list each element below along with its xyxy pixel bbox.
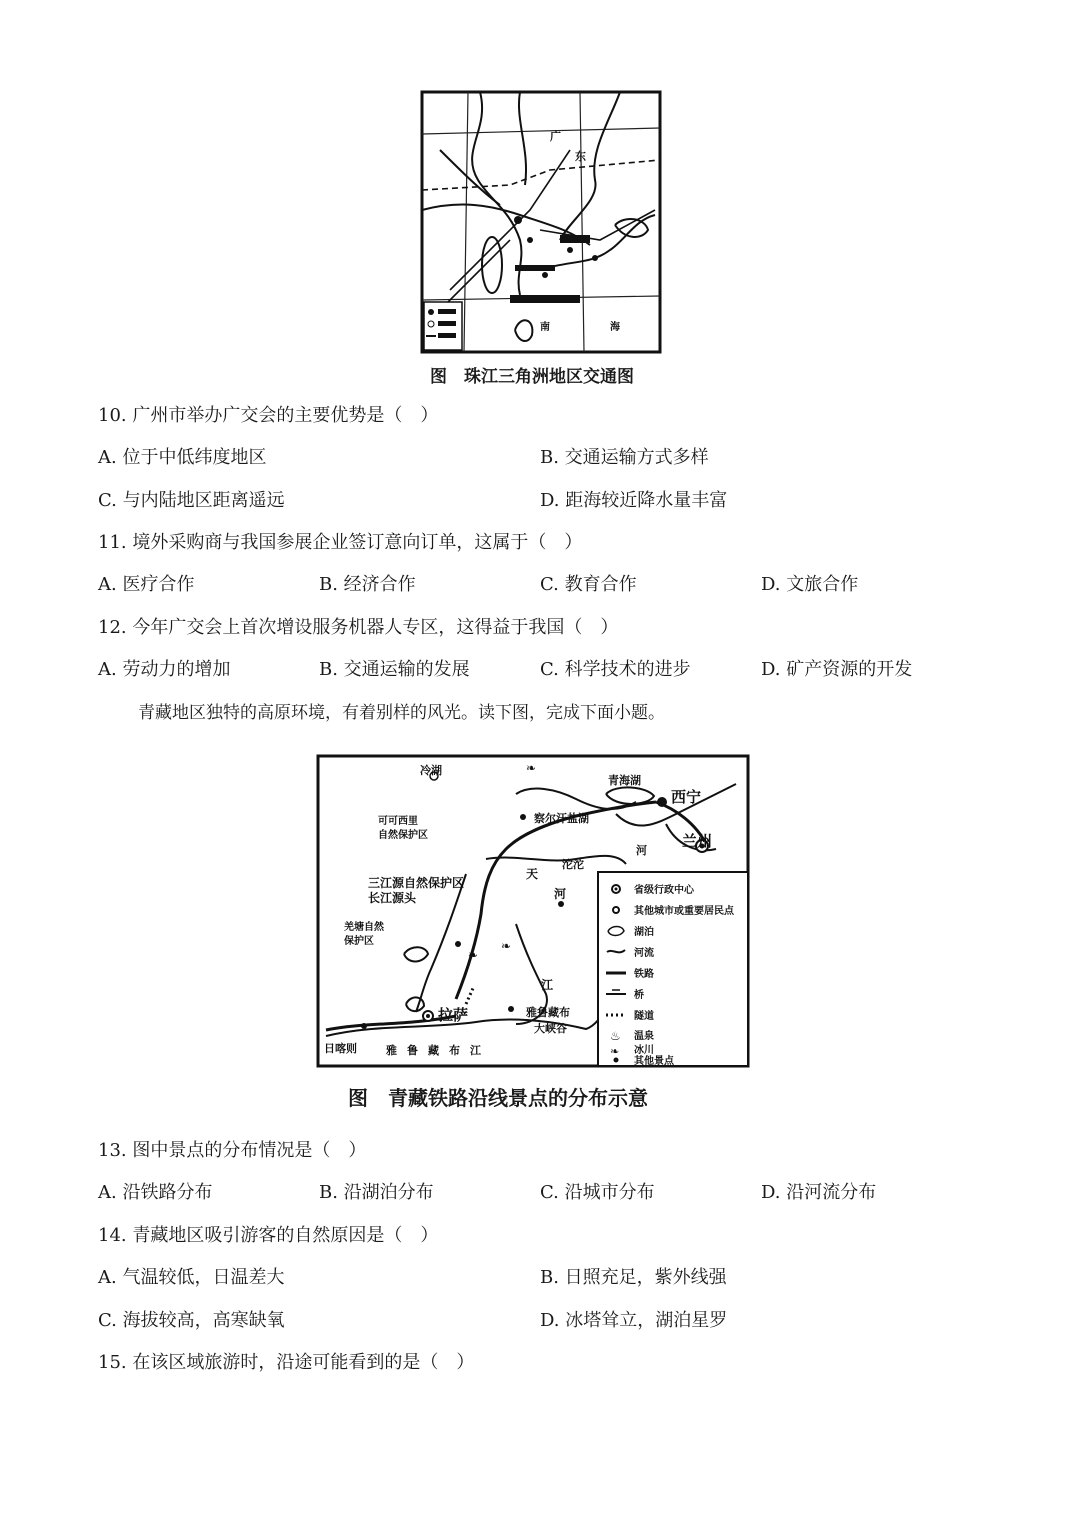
q13-stem: 13. 图中景点的分布情况是（ ） (98, 1140, 367, 1161)
svg-text:❧: ❧ (610, 1045, 620, 1058)
q12-option-d[interactable]: D. 矿产资源的开发 (761, 659, 913, 680)
map2-label-he: 河 (554, 887, 567, 901)
legend-hot-spring: 温泉 (634, 1031, 654, 1042)
q14-option-a[interactable]: A. 气温较低，日温差大 (98, 1267, 285, 1288)
q14-stem: 14. 青藏地区吸引游客的自然原因是（ ） (98, 1225, 439, 1246)
map2-label-rikaze: 日喀则 (324, 1042, 357, 1055)
q13-option-b[interactable]: B. 沿湖泊分布 (319, 1182, 434, 1203)
map2-label-yarlung-river: 雅鲁藏布江 (386, 1044, 491, 1057)
map2-label-qiangtang-2: 保护区 (344, 936, 374, 947)
hot-spring-symbol-icon (610, 1029, 621, 1043)
map2-label-lenghu: 冷湖 (420, 764, 442, 777)
q14-option-b[interactable]: B. 日照充足，紫外线强 (540, 1267, 727, 1288)
map2-label-kekexili-2: 自然保护区 (378, 830, 428, 841)
legend-river: 河流 (634, 948, 654, 959)
map2-label-changjiang-source: 长江源头 (368, 891, 417, 905)
map2-label-tian: 天 (526, 867, 539, 881)
glacier-symbol-icon (610, 1045, 619, 1058)
q11-option-b[interactable]: B. 经济合作 (319, 574, 416, 595)
figure1-caption: 图 珠江三角洲地区交通图 (430, 367, 634, 387)
map2-label-hehuang: 河 (636, 844, 647, 857)
q10-option-b[interactable]: B. 交通运输方式多样 (540, 447, 709, 468)
q15-stem: 15. 在该区域旅游时，沿途可能看到的是（ ） (98, 1352, 475, 1373)
map2-label-qiangtang-1: 羌塘自然 (344, 922, 384, 933)
legend-capital: 省级行政中心 (634, 885, 694, 896)
figure2-caption: 图 青藏铁路沿线景点的分布示意 (348, 1086, 648, 1110)
scenic-spot-symbol-icon (614, 1058, 619, 1063)
q14-option-d[interactable]: D. 冰塔耸立，湖泊星罗 (540, 1310, 728, 1331)
q14-option-c[interactable]: C. 海拔较高，高寒缺氧 (98, 1310, 285, 1331)
lake-symbol-icon (608, 927, 624, 936)
pearl-river-delta-map-graphic (420, 90, 662, 354)
legend-tunnel: 隧道 (634, 1011, 654, 1022)
section-intro: 青藏地区独特的高原环境，有着别样的风光。读下图，完成下面小题。 (138, 703, 665, 723)
q11-option-c[interactable]: C. 教育合作 (540, 574, 637, 595)
q11-option-d[interactable]: D. 文旅合作 (761, 574, 859, 595)
map2-label-xining: 西宁 (671, 788, 702, 806)
legend-bridge: 桥 (634, 990, 644, 1001)
q13-option-a[interactable]: A. 沿铁路分布 (98, 1182, 213, 1203)
map1-label-guang: 广 (550, 130, 561, 143)
city-dot-icon (613, 907, 619, 913)
svg-text:❧: ❧ (468, 948, 479, 962)
map2-label-lanzhou: 兰州 (682, 832, 713, 850)
q11-stem: 11. 境外采购商与我国参展企业签订意向订单，这属于（ ） (98, 532, 583, 553)
legend-glacier: 冰川 (634, 1045, 654, 1056)
figure-qinghai-tibet-map (316, 754, 750, 1068)
legend-city: 其他城市或重要居民点 (634, 906, 734, 917)
legend-lake: 湖泊 (634, 927, 654, 938)
legend-scenic-spot: 其他景点 (634, 1056, 674, 1067)
map2-label-yarlung-gorge-1: 雅鲁藏布 (526, 1006, 570, 1019)
map2-label-chaerhan: 察尔汗盐湖 (534, 812, 589, 825)
capital-symbol-icon (612, 885, 620, 893)
svg-text:♨: ♨ (610, 1029, 621, 1043)
q12-option-a[interactable]: A. 劳动力的增加 (98, 659, 231, 680)
q12-stem: 12. 今年广交会上首次增设服务机器人专区，这得益于我国（ ） (98, 617, 619, 638)
q13-option-c[interactable]: C. 沿城市分布 (540, 1182, 655, 1203)
q10-stem: 10. 广州市举办广交会的主要优势是（ ） (98, 405, 439, 426)
qinghai-tibet-map-graphic (316, 754, 750, 1068)
q12-option-b[interactable]: B. 交通运输的发展 (319, 659, 470, 680)
q10-option-a[interactable]: A. 位于中低纬度地区 (98, 447, 267, 468)
map2-label-kekexili-1: 可可西里 (378, 816, 418, 827)
map2-label-tuotuo: 沱沱 (562, 858, 584, 871)
figure-pearl-river-delta-map (420, 90, 662, 354)
map1-label-hai: 海 (610, 322, 620, 333)
svg-text:❧: ❧ (526, 761, 537, 775)
q12-option-c[interactable]: C. 科学技术的进步 (540, 659, 691, 680)
q10-option-c[interactable]: C. 与内陆地区距离遥远 (98, 490, 285, 511)
map1-label-dong: 东 (575, 150, 586, 163)
svg-text:❧: ❧ (501, 939, 512, 953)
legend-railway: 铁路 (634, 969, 654, 980)
q13-option-d[interactable]: D. 沿河流分布 (761, 1182, 877, 1203)
q11-option-a[interactable]: A. 医疗合作 (98, 574, 195, 595)
map2-label-sanjiangyuan: 三江源自然保护区 (368, 876, 465, 890)
q10-option-d[interactable]: D. 距海较近降水量丰富 (540, 490, 728, 511)
map2-label-jiang: 江 (541, 978, 554, 992)
map2-label-yarlung-gorge-2: 大峡谷 (534, 1022, 567, 1035)
map2-label-qinghaihu: 青海湖 (608, 774, 641, 787)
map1-label-nan: 南 (540, 322, 550, 333)
map2-label-lasa: 拉萨 (438, 1006, 469, 1024)
